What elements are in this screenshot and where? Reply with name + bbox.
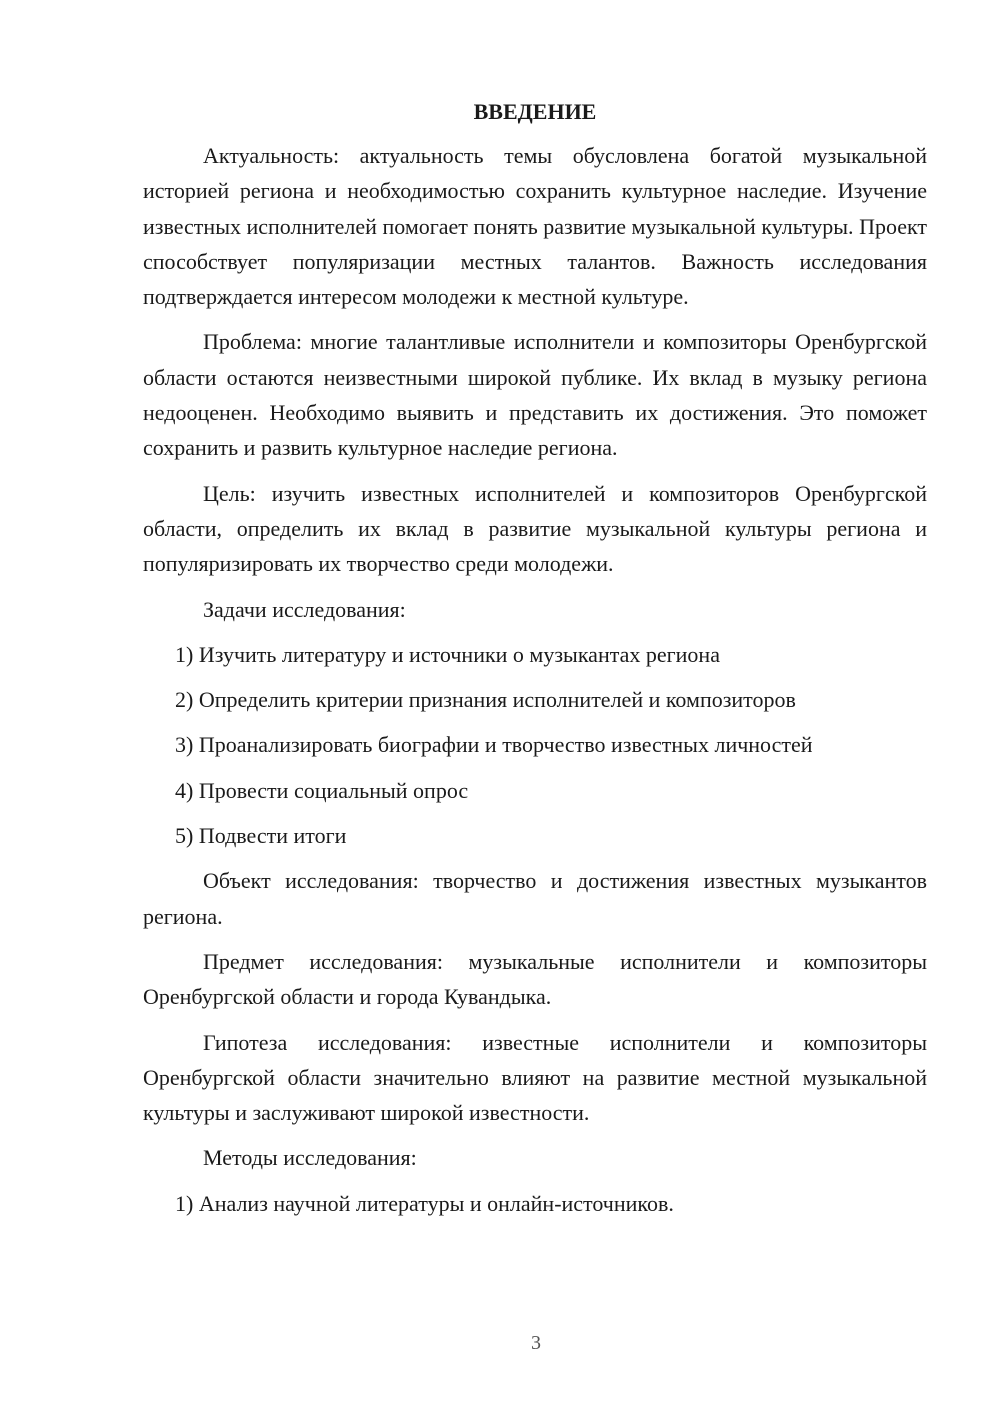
- page-content: [143, 96, 927, 1231]
- list-item: 3) Проанализировать биографии и творчество известных личностей: [175, 732, 813, 758]
- object-paragraph: Объект исследования: творчество и достижения известных музыкантов региона.: [143, 868, 927, 929]
- relevance-paragraph: Актуальность: актуальность темы обусловлена богатой музыкальной историей региона и необходимостью сохранить культурное наследие. Изучение известных исполнителей помогает понять развитие музыкальной культуры. Проект способствует популяризации местных талантов. Важность исследования подтверждается интересом молодежи к местной культуре.: [143, 143, 927, 310]
- tasks-list: [143, 637, 927, 853]
- methods-list: [143, 1186, 927, 1221]
- subject-paragraph: Предмет исследования: музыкальные исполнители и композиторы Оренбургской области и города Кувандыка.: [143, 948, 927, 1010]
- page-title: ВВЕДЕНИЕ: [473, 99, 597, 124]
- tasks-heading: Задачи исследования:: [203, 596, 406, 622]
- list-item: 1) Изучить литературу и источники о музыкантах региона: [175, 641, 720, 667]
- hypothesis-paragraph: Гипотеза исследования: известные исполнители и композиторы Оренбургской области значительно влияют на развитие местной музыкальной культуры и заслуживают широкой известности.: [143, 1029, 927, 1126]
- problem-paragraph: Проблема: многие талантливые исполнители и композиторы Оренбургской области остаются неизвестными широкой публике. Их вклад в музыку региона недооценен. Необходимо выявить и представить их достижения. Это поможет сохранить и развить культурное наследие региона.: [143, 329, 927, 461]
- list-item: 4) Провести социальный опрос: [175, 777, 469, 803]
- list-item: 5) Подвести итоги: [175, 823, 347, 849]
- list-item: 1) Анализ научной литературы и онлайн-источников.: [175, 1190, 674, 1216]
- goal-paragraph: Цель: изучить известных исполнителей и композиторов Оренбургской области, определить их вклад в развитие музыкальной культуры региона и популяризировать их творчество среди молодежи.: [143, 480, 927, 577]
- methods-heading: Методы исследования:: [203, 1145, 417, 1171]
- page-number: 3: [531, 1332, 541, 1354]
- list-item: 2) Определить критерии признания исполнителей и композиторов: [175, 687, 796, 713]
